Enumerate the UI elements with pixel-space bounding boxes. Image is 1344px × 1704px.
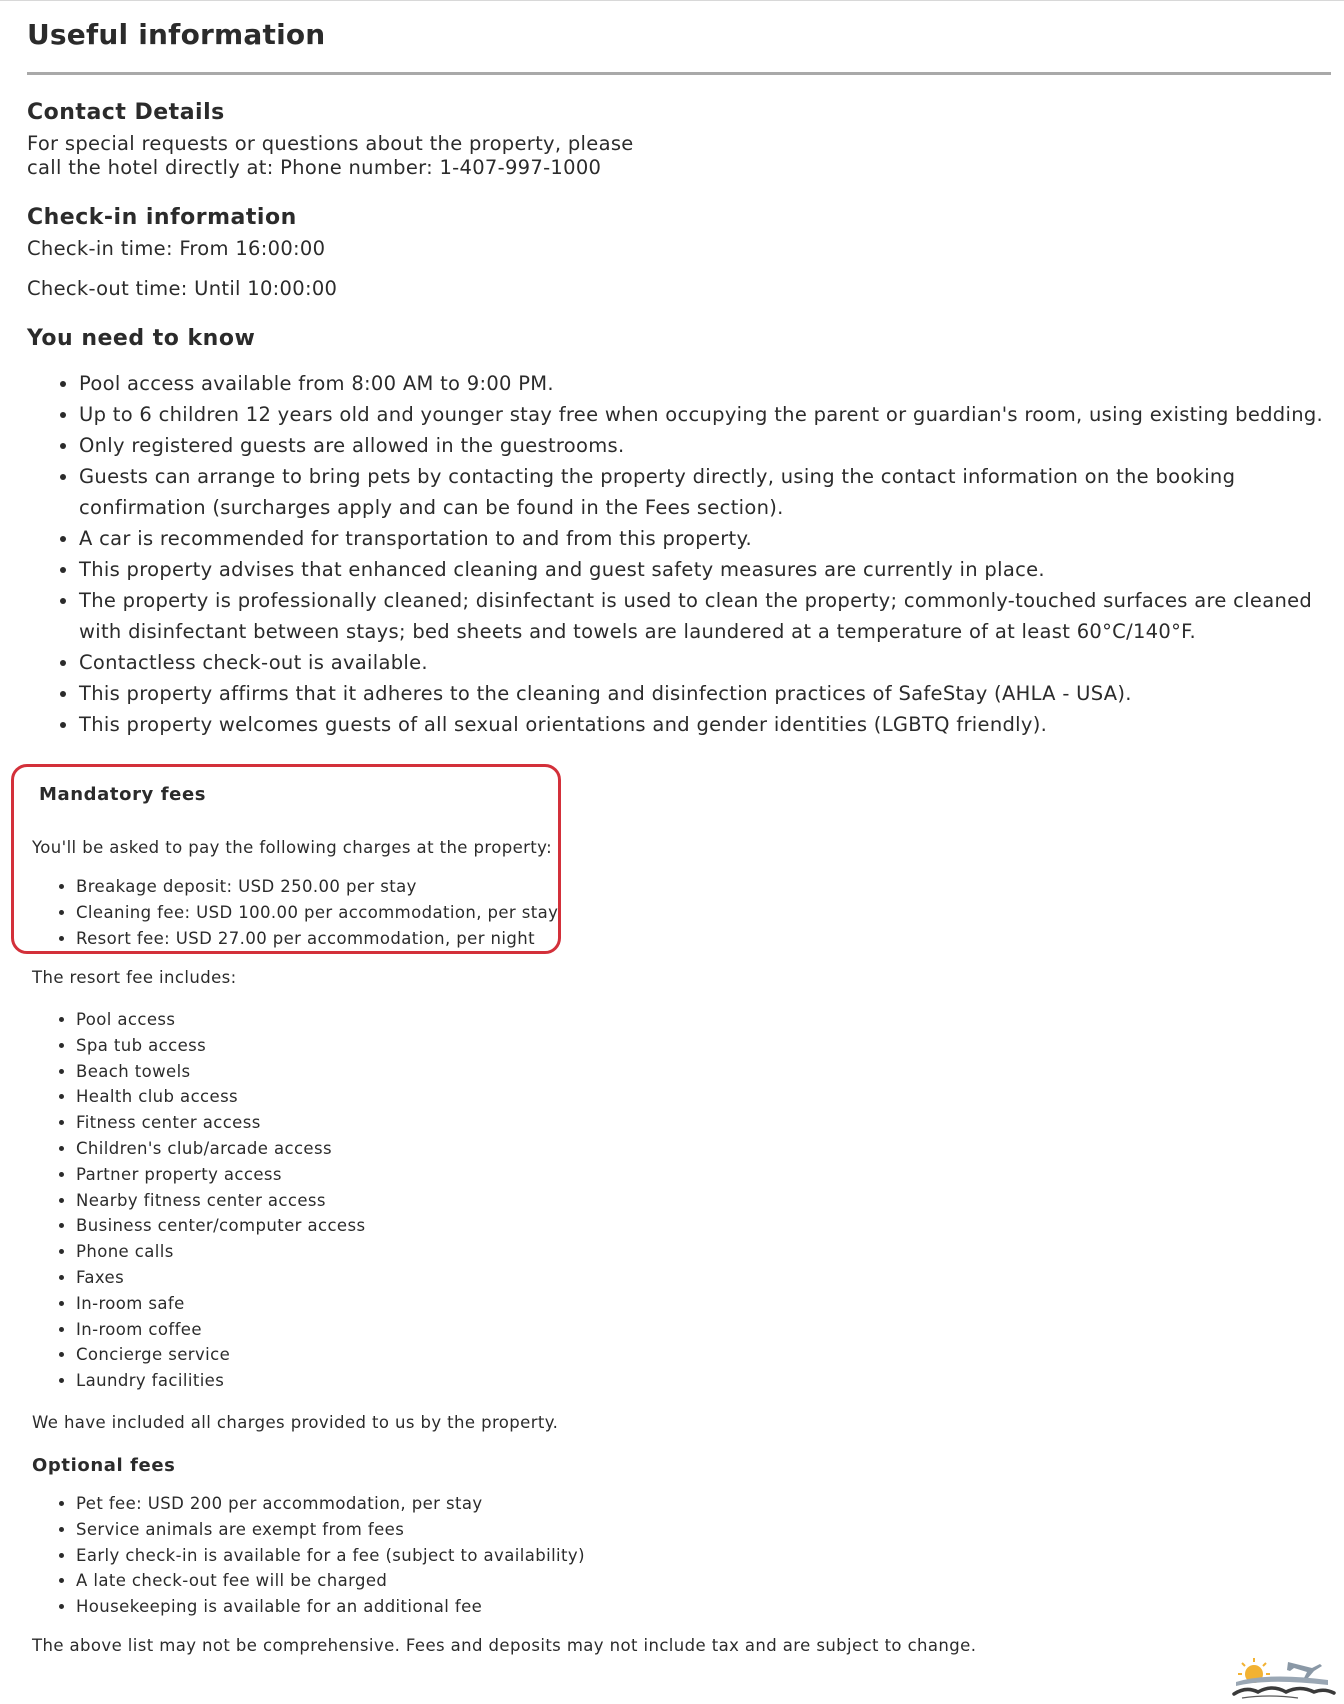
list-item: • Health club access	[76, 1084, 365, 1110]
list-item: • This property affirms that it adheres to the cleaning and disinfection practices of SafeStay (AHLA - USA).	[79, 678, 1344, 709]
contact-line-1: For special requests or questions about the property, please	[27, 132, 634, 155]
list-item: • Children's club/arcade access	[76, 1136, 365, 1162]
optional-fees-title: Optional fees	[32, 1455, 176, 1476]
list-item: • Housekeeping is available for an additional fee	[76, 1594, 585, 1620]
list-item: • The property is professionally cleaned; disinfectant is used to clean the property; commonly-touched surfaces are cleaned with disinfectant between stays; bed sheets and towels are laundered at a temperature of at least 60°C/140°F.	[79, 585, 1344, 647]
list-item: • Beach towels	[76, 1059, 365, 1085]
list-item: • Up to 6 children 12 years old and younger stay free when occupying the parent or guardian's room, using existing bedding.	[79, 399, 1344, 430]
list-item: • Fitness center access	[76, 1110, 365, 1136]
mandatory-fees-title: Mandatory fees	[39, 784, 207, 805]
contact-details-title: Contact Details	[27, 100, 225, 125]
list-item: • This property welcomes guests of all sexual orientations and gender identities (LGBTQ friendly).	[79, 709, 1344, 740]
list-item: • Partner property access	[76, 1162, 365, 1188]
list-item: • Guests can arrange to bring pets by contacting the property directly, using the contact information on the booking confirmation (surcharges apply and can be found in the Fees section).	[79, 461, 1344, 523]
optional-fees-list	[32, 1491, 585, 1620]
top-border	[0, 0, 1344, 1]
list-item: • Pool access available from 8:00 AM to 9:00 PM.	[79, 368, 1344, 399]
list-item: • Contactless check-out is available.	[79, 647, 1344, 678]
plane-icon	[1287, 1662, 1322, 1678]
resort-fee-intro: The resort fee includes:	[32, 968, 237, 987]
checkin-time: Check-in time: From 16:00:00	[27, 237, 326, 260]
list-item: • Service animals are exempt from fees	[76, 1517, 585, 1543]
list-item: • Early check-in is available for a fee (subject to availability)	[76, 1543, 585, 1569]
contact-line-2: call the hotel directly at: Phone number: 1-407-997-1000	[27, 156, 602, 179]
list-item: • In-room safe	[76, 1291, 365, 1317]
list-item: • Cleaning fee: USD 100.00 per accommodation, per stay	[76, 900, 558, 926]
list-item: • Pet fee: USD 200 per accommodation, per stay	[76, 1491, 585, 1517]
you-need-to-know-title: You need to know	[27, 326, 256, 351]
list-item: • Spa tub access	[76, 1033, 365, 1059]
list-item: • In-room coffee	[76, 1317, 365, 1343]
list-item: • Resort fee: USD 27.00 per accommodation, per night	[76, 926, 558, 952]
page-title: Useful information	[27, 18, 326, 51]
checkout-time: Check-out time: Until 10:00:00	[27, 277, 338, 300]
list-item: • Faxes	[76, 1265, 365, 1291]
list-item: • Breakage deposit: USD 250.00 per stay	[76, 874, 558, 900]
mandatory-fees-list	[32, 874, 558, 951]
mandatory-fees-intro: You'll be asked to pay the following charges at the property:	[32, 838, 553, 857]
list-item: • Business center/computer access	[76, 1213, 365, 1239]
resort-fee-list	[32, 1007, 365, 1394]
watermark-logo	[1228, 1652, 1338, 1700]
list-item: • A car is recommended for transportation to and from this property.	[79, 523, 1344, 554]
fees-disclaimer: The above list may not be comprehensive. Fees and deposits may not include tax and are subject to change.	[32, 1636, 977, 1655]
list-item: • Nearby fitness center access	[76, 1188, 365, 1214]
list-item: • Phone calls	[76, 1239, 365, 1265]
title-divider	[27, 72, 1331, 75]
list-item: • Only registered guests are allowed in the guestrooms.	[79, 430, 1344, 461]
you-need-to-know-list	[27, 368, 1344, 740]
list-item: • This property advises that enhanced cleaning and guest safety measures are currently in place.	[79, 554, 1344, 585]
list-item: • Pool access	[76, 1007, 365, 1033]
list-item: • Concierge service	[76, 1342, 365, 1368]
list-item: • A late check-out fee will be charged	[76, 1568, 585, 1594]
list-item: • Laundry facilities	[76, 1368, 365, 1394]
checkin-info-title: Check-in information	[27, 205, 297, 230]
charges-note: We have included all charges provided to us by the property.	[32, 1413, 559, 1432]
